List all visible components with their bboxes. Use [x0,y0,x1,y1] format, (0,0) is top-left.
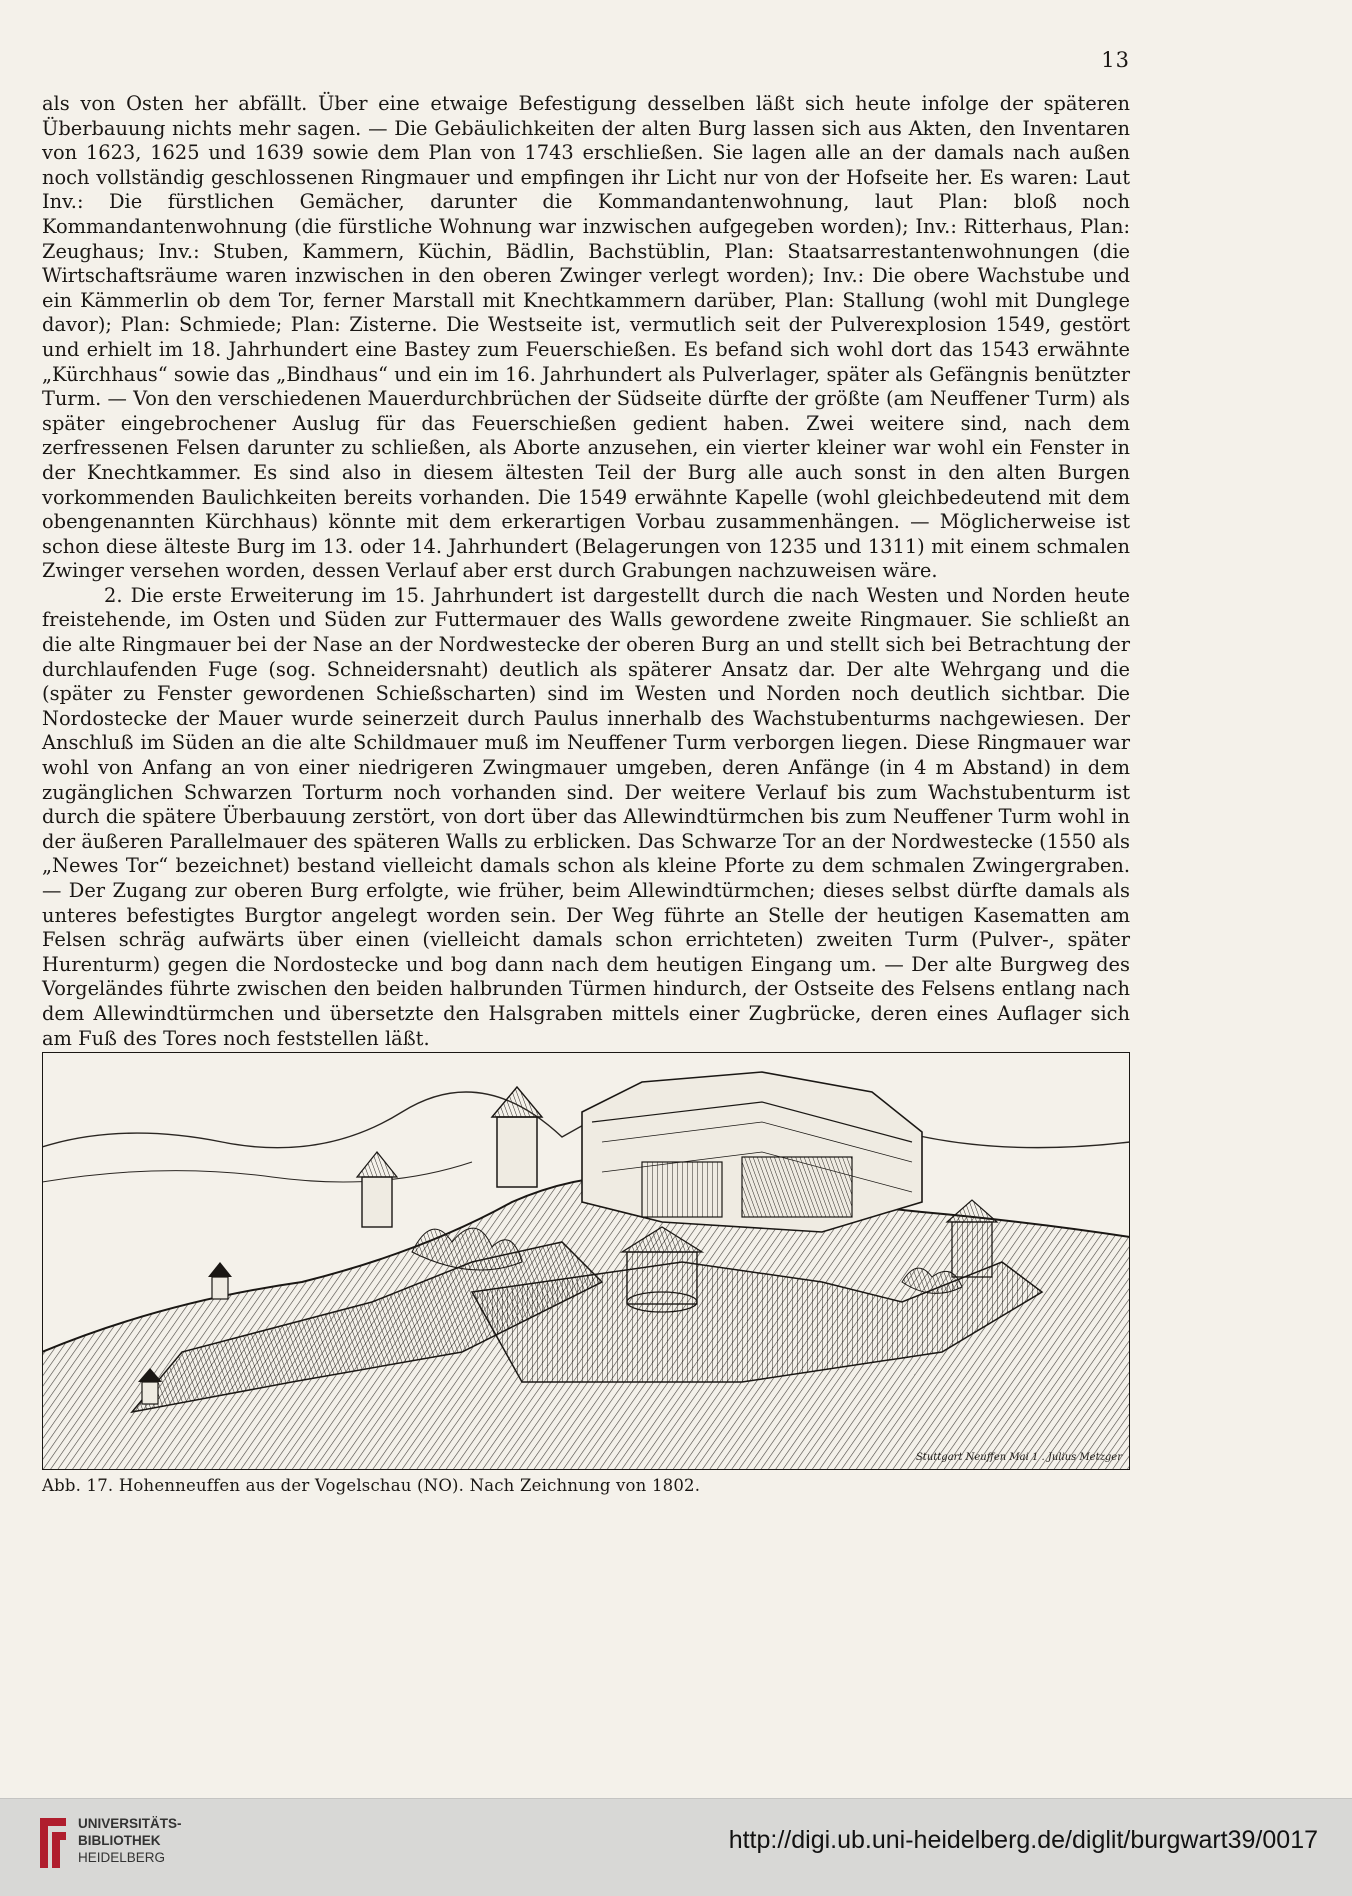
paragraph-1: als von Osten her abfällt. Über eine etwaige Befestigung desselben läßt sich heute infolge der späteren Überbauung nichts mehr sagen. — Die Gebäulichkeiten der alten Burg lassen sich aus Akten, den Inventaren von 1623, 1625 und 1639 sowie dem Plan von 1743 erschließen. Sie lagen alle an der damals nach außen noch vollständig geschlossenen Ringmauer und empfingen ihr Licht nur von der Hofseite her. Es waren: Laut Inv.: Die fürstlichen Gemächer, darunter die Kommandantenwohnung, laut Plan: bloß noch Kommandantenwohnung (die fürstliche Wohnung war inzwischen aufgegeben worden); Inv.: Ritterhaus, Plan: Zeughaus; Inv.: Stuben, Kammern, Küchin, Bädlin, Bachstüblin, Plan: Staatsarrestantenwohnungen (die Wirtschaftsräume waren inzwischen in den oberen Zwinger verlegt worden); Inv.: Die obere Wachstube und ein Kämmerlin ob dem Tor, ferner Marstall mit Knechtkammern darüber, Plan: Stallung (wohl mit Dunglege davor); Plan: Schmiede; Plan: Zisterne. Die Westseite ist, vermutlich seit der Pulverexplosion 1549, gestört und erhielt im 18. Jahrhundert eine Bastey zum Feuerschießen. Es befand sich wohl dort das 1543 erwähnte „Kürchhaus“ sowie das „Bindhaus“ und ein im 16. Jahrhundert als Pulverlager, später als Gefängnis benützter Turm. — Von den verschiedenen Mauerdurchbrüchen der Südseite dürfte der größte (am Neuffener Turm) als später eingebrochener Auslug für das Feuerschießen gedient haben. Zwei weitere sind, nach dem zerfressenen Felsen darunter zu schließen, als Aborte anzusehen, ein vierter kleiner war wohl ein Fenster in der Knechtkammer. Es sind also in diesem ältesten Teil der Burg alle auch sonst in den alten Burgen vorkommenden Baulichkeiten bereits vorhanden. Die 1549 erwähnte Kapelle (wohl gleichbedeutend mit dem obengenannten Kürchhaus) könnte mit dem erkerartigen Vorbau zusammenhängen. — Möglicherweise ist schon diese älteste Burg im 13. oder 14. Jahrhundert (Belagerungen von 1235 und 1311) mit einem schmalen Zwinger versehen worden, dessen Verlauf aber erst durch Grabungen nachzuweisen wäre. [42,92,1130,583]
body-text [42,92,1130,1125]
library-name-line-3: HEIDELBERG [78,1850,166,1865]
library-name [78,1815,182,1866]
paragraph-2: 2. Die erste Erweiterung im 15. Jahrhundert ist dargestellt durch die nach Westen und Norden heute freistehende, im Osten und Süden zur Futtermauer des Walls gewordene zweite Ringmauer. Sie schließt an die alte Ringmauer bei der Nase an der Nordwestecke der oberen Burg an und stellt sich bei Betrachtung der durchlaufenden Fuge (sog. Schneidersnaht) deutlich als späterer Ansatz dar. Der alte Wehrgang und die (später zu Fenster gewordenen Schießscharten) sind im Westen und Norden noch deutlich sichtbar. Die Nordostecke der Mauer wurde seinerzeit durch Paulus innerhalb des Wachstubenturms nachgewiesen. Der Anschluß im Süden an die alte Schildmauer muß im Neuffener Turm verborgen liegen. Diese Ringmauer war wohl von Anfang an von einer niedrigeren Zwingmauer umgeben, deren Anfänge (in 4 m Abstand) in dem zugänglichen Schwarzen Torturm noch vorhanden sind. Der weitere Verlauf bis zum Wachstubenturm ist durch die spätere Überbauung zerstört, von dort über das Allewindtürmchen bis zum Neuffener Turm wohl in der äußeren Parallelmauer des späteren Walls zu erblicken. Das Schwarze Tor an der Nordwestecke (1550 als „Newes Tor“ bezeichnet) bestand vielleicht damals schon als kleine Pforte zu dem schmalen Zwingergraben. — Der Zugang zur oberen Burg erfolgte, wie früher, beim Allewindtürmchen; dieses selbst dürfte damals als unteres befestigtes Burgtor angelegt worden sein. Der Weg führte an Stelle der heutigen Kasematten am Felsen schräg aufwärts über einen (vielleicht damals schon errichteten) zweiten Turm (Pulver-, später Hurenturm) gegen die Nordostecke und bog dann nach dem heutigen Eingang um. — Der alte Burgweg des Vorgeländes führte zwischen den beiden halbrunden Türmen hindurch, der Ostseite des Felsens entlang nach dem Allewindtürmchen und übersetzte den Halsgraben mittels einer Zugbrücke, deren eines Auflager sich am Fuß des Tores noch feststellen läßt. [42,583,1130,1050]
library-logo-icon [36,1814,70,1872]
page-number: 13 [1101,48,1130,72]
permalink-url[interactable]: http://digi.ub.uni-heidelberg.de/diglit/burgwart39/0017 [728,1826,1318,1854]
library-name-line-1: UNIVERSITÄTS- [78,1816,182,1831]
figure-caption: Abb. 17. Hohenneuffen aus der Vogelschau (NO). Nach Zeichnung von 1802. [42,1476,701,1495]
artist-signature: Stuttgart Neuffen Mai 1 . Julius Metzger [915,1452,1122,1463]
library-name-line-2: BIBLIOTHEK [78,1833,161,1848]
castle-drawing [42,1052,1130,1470]
castle-illustration [42,1052,1130,1470]
